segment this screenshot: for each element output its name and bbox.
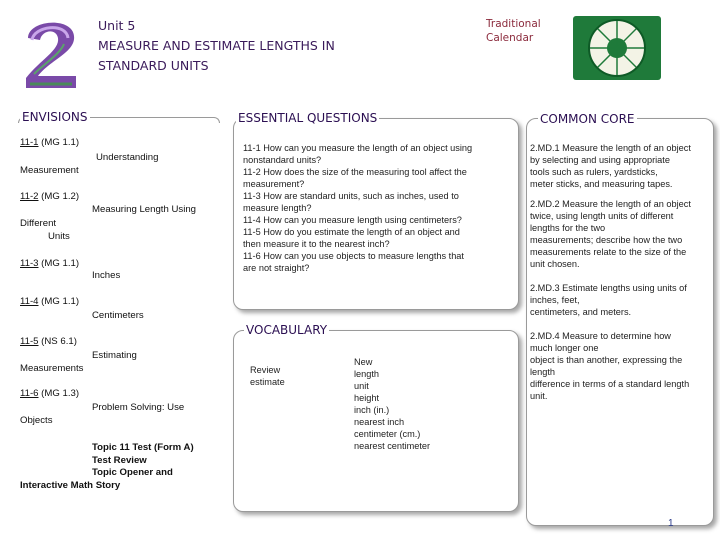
vocab-word: height [354, 393, 380, 403]
extra-topic-test: Topic 11 Test (Form A) [92, 442, 194, 453]
calendar-label [486, 17, 541, 45]
eq-line: 11-3 How are standard units, such as inches, used to [243, 191, 459, 201]
lesson-title-cont: Measurement [20, 165, 79, 176]
lesson-title: Estimating [92, 350, 137, 361]
lesson-code: 11-6 [20, 388, 39, 399]
calendar-line-1: Traditional [486, 18, 541, 30]
vocab-word: inch (in.) [354, 405, 390, 415]
unit-title-line-1: Unit 5 [98, 18, 136, 33]
cc-line: 2.MD.2 Measure the length of an object [530, 199, 691, 209]
lesson-code: 11-2 [20, 191, 39, 202]
eq-line: nonstandard units? [243, 155, 322, 165]
cc-line: difference in terms of a standard length [530, 379, 690, 389]
lesson-ref: (MG 1.1) [41, 296, 80, 307]
cc-standard-md1 [530, 142, 710, 190]
lesson-title: Centimeters [92, 310, 144, 321]
vocabulary-heading: VOCABULARY [246, 323, 328, 337]
essential-questions-heading: ESSENTIAL QUESTIONS [238, 111, 378, 125]
vocab-word: unit [354, 381, 369, 391]
lesson-ref: (MG 1.2) [41, 191, 80, 202]
lesson-title-cont: Objects [20, 415, 53, 426]
vocabulary-new [354, 356, 430, 452]
eq-line: 11-5 How do you estimate the length of an object and [243, 227, 460, 237]
eq-line: 11-6 How can you use objects to measure lengths that [243, 251, 464, 261]
cc-line: 2.MD.3 Estimate lengths using units of [530, 283, 687, 293]
vocab-word: nearest inch [354, 417, 405, 427]
vocab-new-label: New [354, 357, 373, 367]
lesson-title-cont: Measurements [20, 363, 84, 374]
lesson-code: 11-4 [20, 296, 39, 307]
calendar-line-2: Calendar [486, 32, 534, 44]
cc-line: meter sticks, and measuring tapes. [530, 179, 673, 189]
vocab-word: nearest centimeter [354, 441, 431, 451]
common-core-heading: COMMON CORE [540, 112, 635, 126]
lesson-ref: (MG 1.3) [41, 388, 80, 399]
lesson-ref: (MG 1.1) [41, 137, 80, 148]
lesson-title: Understanding [96, 152, 159, 163]
eq-line: measure length? [243, 203, 312, 213]
envisions-extras [20, 442, 220, 492]
school-logo [573, 16, 661, 80]
cc-line: measurements; describe how the two [530, 235, 683, 245]
lesson-ref: (MG 1.1) [41, 258, 80, 269]
lesson-code: 11-3 [20, 258, 39, 269]
lesson-title-cont-2: Units [48, 231, 70, 242]
cc-line: much longer one [530, 343, 599, 353]
lesson-code: 11-5 [20, 336, 39, 347]
cc-line: object is than another, expressing the [530, 355, 683, 365]
green-logo-emblem-icon [573, 16, 661, 80]
eq-line: 11-1 How can you measure the length of an object using [243, 143, 473, 153]
cc-line: 2.MD.4 Measure to determine how [530, 331, 671, 341]
cc-standard-md4 [530, 330, 710, 402]
vocabulary-review [250, 364, 285, 388]
vocab-word: length [354, 369, 380, 379]
vocab-review-word: estimate [250, 377, 285, 387]
cc-line: twice, using length units of different [530, 211, 674, 221]
lesson-title: Measuring Length Using [92, 204, 196, 215]
cc-line: length [530, 367, 556, 377]
cc-standard-md2 [530, 198, 710, 270]
essential-questions-list [243, 142, 513, 274]
vocab-word: centimeter (cm.) [354, 429, 421, 439]
cc-line: tools such as rulers, yardsticks, [530, 167, 658, 177]
extra-math-story: Interactive Math Story [20, 479, 121, 491]
envisions-heading: ENVISIONS [22, 110, 88, 124]
cc-line: inches, feet, [530, 295, 580, 305]
cc-line: centimeters, and meters. [530, 307, 632, 317]
cc-line: lengths for the two [530, 223, 606, 233]
extra-topic-opener: Topic Opener and [92, 467, 173, 478]
eq-line: measurement? [243, 179, 305, 189]
eq-line: 11-4 How can you measure length using centimeters? [243, 215, 462, 225]
unit-number-logo [20, 14, 86, 92]
cc-line: unit chosen. [530, 259, 580, 269]
eq-line: are not straight? [243, 263, 310, 273]
cc-line: by selecting and using appropriate [530, 155, 670, 165]
cc-line: 2.MD.1 Measure the length of an object [530, 143, 691, 153]
lesson-ref: (NS 6.1) [41, 336, 77, 347]
lesson-title: Inches [92, 270, 121, 281]
eq-line: then measure it to the nearest inch? [243, 239, 390, 249]
lesson-title-cont: Different [20, 218, 57, 229]
extra-test-review: Test Review [92, 454, 147, 466]
cc-line: measurements relate to the size of the [530, 247, 687, 257]
unit-title-line-3: STANDARD UNITS [98, 58, 209, 73]
lesson-code: 11-1 [20, 137, 39, 148]
vocab-review-label: Review [250, 365, 281, 375]
number-2-logo-icon [20, 14, 86, 92]
page-number: 1 [668, 518, 674, 529]
lesson-title: Problem Solving: Use [92, 402, 185, 413]
common-core-list [530, 142, 710, 402]
eq-line: 11-2 How does the size of the measuring tool affect the [243, 167, 467, 177]
unit-title-line-2: MEASURE AND ESTIMATE LENGTHS IN [98, 38, 335, 53]
cc-standard-md3 [530, 282, 710, 318]
cc-line: unit. [530, 391, 548, 401]
